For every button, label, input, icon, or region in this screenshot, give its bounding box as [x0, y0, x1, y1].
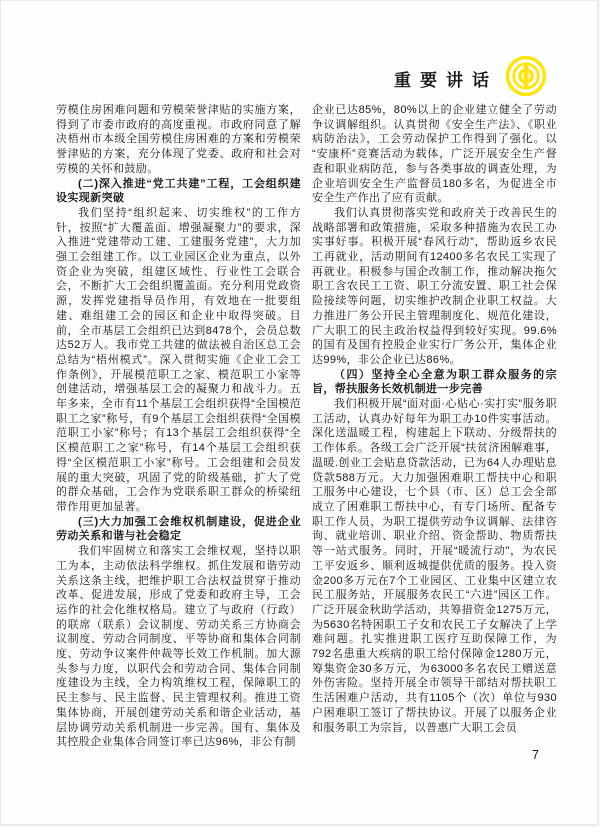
- page-number: 7: [532, 748, 539, 762]
- section-heading: （四）坚持全心全意为职工群众服务的宗旨，帮扶服务长效机制进一步完善: [312, 368, 557, 396]
- paragraph: 我们积极开展“面对面·心贴心·实打实”服务职工活动，认真办好每年为职工办10件实事活动。深化送温暖工程，构建起上下联动、分级帮扶的工作体系。各级工会广泛开展“扶贫济困解难事，温暖.创业工会贴息贷款活动，已为64人办理贴息贷款588万元。大力加强困难职工帮扶中心和职工服务中心建设，七个县（市、区）总工会全部成立了困难职工帮扶中心，有专门场所、配备专职工作人员，为职工提供劳动争议调解、法律咨询、就业培训、职业介绍、资金帮助、物质帮扶等一站式服务。同时，开展“暖流行动”，为农民工平安返乡、顺利返城提供优质的服务。投入资金200多万元在7个工业园区、工业集中区建立农民工服务站，开展服务农民工“六进”园区工作。广泛开展金秋助学活动，共筹措资金1275万元，为5630名特困职工子女和农民工子女解决了上学难问题。扎实推进职工医疗互助保障工作，为792名患重大疾病的职工给付保障金1280万元，筹集资金30多万元，为63000多名农民工赠送意外伤害险。坚持开展全市领导干部结对帮扶职工生活困难户活动，共有1105个（次）单位与930户困难职工签订了帮扶协议。开展了以服务企业和服务职工为宗旨，以普惠广大职工会员: [312, 398, 557, 734]
- paragraph: 劳模住房困难问题和劳模荣誉津贴的实施方案，得到了市委市政府的高度重视。市政府同意了解决梧州市本级全国劳模住房困难的方案和劳模荣誉津贴的方案，充分体现了党委、政府和社会对劳模的关怀和鼓励。: [56, 104, 301, 175]
- paragraph: 我们认真贯彻落实党和政府关于改善民生的战略部署和政策措施，采取多种措施为农民工办实事好事。积极开展“春风行动”，帮助返乡农民工再就业，活动期间有12400多名农民工实现了再就业。积极参与国企改制工作，推动解决拖欠职工含农民工工资、职工分流安置、职工社会保险接续等问题，切实维护改制企业职工权益。大力推进厂务公开民主管理制度化、规范化建设，广大职工的民主政治权益得到较好实现。99.6%的国有及国有控股企业实行厂务公开，集体企业达99%，非公企业已达86%。: [312, 206, 557, 366]
- paragraph: 我们牢固树立和落实工会维权观，坚持以职工为本，主动依法科学维权。抓住发展和谐劳动关系这条主线，把维护职工合法权益贯穿于推动改革、促进发展，形成了党委和政府主导，工会运作的社会化维权格局。建立了与政府（行政）的联席（联系）会议制度、劳动关系三方协商会议制度、劳动合同制度、平等协商和集体合同制度、劳动争议案件仲裁等长效工作机制。加大源头参与力度，以职代会和劳动合同、集体合同制度建设为主线，全力构筑维权工程，保障职工的民主参与、民主监督、民主管理权利。推进工资集体协商，开展创建劳动关系和谐企业活动，基层协调劳动关系机制进一步完善。国有、集体及其控股企业集体合同签订率已达96%，非公有制: [56, 545, 301, 749]
- page-header-title: 重要讲话: [394, 70, 498, 90]
- china-trade-union-emblem-icon: [505, 55, 547, 97]
- paragraph: 企业已达85%，80%以上的企业建立健全了劳动争议调解组织。认真贯彻《安全生产法》、《职业病防治法》，工会劳动保护工作得到了强化。以“安康杯”竞赛活动为载体，广泛开展安全生产督查和职业病防范，参与各类事故的调查处理，为企业培训安全生产监督员180多名，为促进全市安全生产作出了应有贡献。: [312, 104, 557, 205]
- left-column: [56, 103, 301, 750]
- right-column: [312, 103, 557, 750]
- text-columns: [56, 103, 557, 750]
- page-header: [394, 55, 547, 97]
- section-heading: (三)大力加强工会维权机制建设，促进企业劳动关系和谐与社会稳定: [56, 515, 301, 543]
- section-heading: (二)深入推进“党工共建”工程，工会组织建设实现新突破: [56, 177, 301, 205]
- paragraph: 我们坚持“组织起来、切实维权”的工作方针，按照“扩大覆盖面、增强凝聚力”的要求，深入推进“党建带动工建、工建服务党建”，大力加强工会组建工作。以工业园区企业为重点，以外资企业为突破，组建区域性、行业性工会联合会，不断扩大工会组织覆盖面。充分利用党政资源，发挥党建指导员作用，有效地在一批要组建、难组建工会的园区和企业中取得突破。目前，全市基层工会组织已达到8478个，会员总数达52万人。我市党工共建的做法被自治区总工会总结为“梧州模式”。深入贯彻实施《企业工会工作条例》，开展模范职工之家、模范职工小家等创建活动，增强基层工会的凝聚力和战斗力。五年多来，全市有11个基层工会组织获得“全国模范职工之家”称号，有9个基层工会组织获得“全国模范职工小家”称号；有13个基层工会组织获得“全区模范职工之家”称号，有14个基层工会组织获得“全区模范职工小家”称号。工会组建和会员发展的重大突破，巩固了党的阶级基础，扩大了党的群众基础，工会作为党联系职工群众的桥梁纽带作用更加显著。: [56, 206, 301, 513]
